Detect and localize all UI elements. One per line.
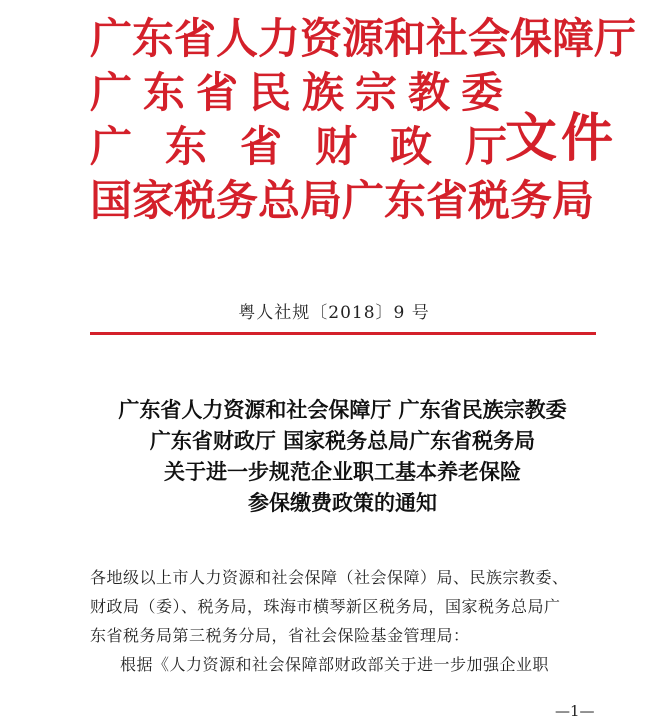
title-line: 关于进一步规范企业职工基本养老保险	[164, 460, 521, 484]
page-number: —1—	[555, 702, 595, 720]
title-line: 广东省人力资源和社会保障厅 广东省民族宗教委	[118, 398, 567, 422]
issuer-tax-bureau: 国家税务总局广东省税务局	[90, 176, 595, 225]
issuer-ethnic-religious: 广东省民族宗教委	[90, 68, 515, 117]
issuer-hrss: 广东省人力资源和社会保障厅	[90, 14, 637, 63]
document-body	[90, 563, 600, 679]
red-divider	[90, 332, 596, 335]
issuer-finance: 广东省财政厅	[90, 122, 541, 171]
body-line: 东省税务局第三税务分局，省社会保险基金管理局：	[90, 626, 470, 645]
body-line: 根据《人力资源和社会保障部财政部关于进一步加强企业职	[120, 655, 550, 674]
document-number: 粤人社规〔2018〕9 号	[238, 303, 430, 323]
title-line: 参保缴费政策的通知	[248, 491, 437, 515]
document-word: 文件	[505, 109, 618, 169]
document-title	[70, 395, 615, 519]
title-line: 广东省财政厅 国家税务总局广东省税务局	[149, 429, 536, 453]
body-line: 各地级以上市人力资源和社会保障（社会保障）局、民族宗教委、	[90, 568, 569, 587]
body-line: 财政局（委）、税务局，珠海市横琴新区税务局，国家税务总局广	[90, 597, 561, 616]
